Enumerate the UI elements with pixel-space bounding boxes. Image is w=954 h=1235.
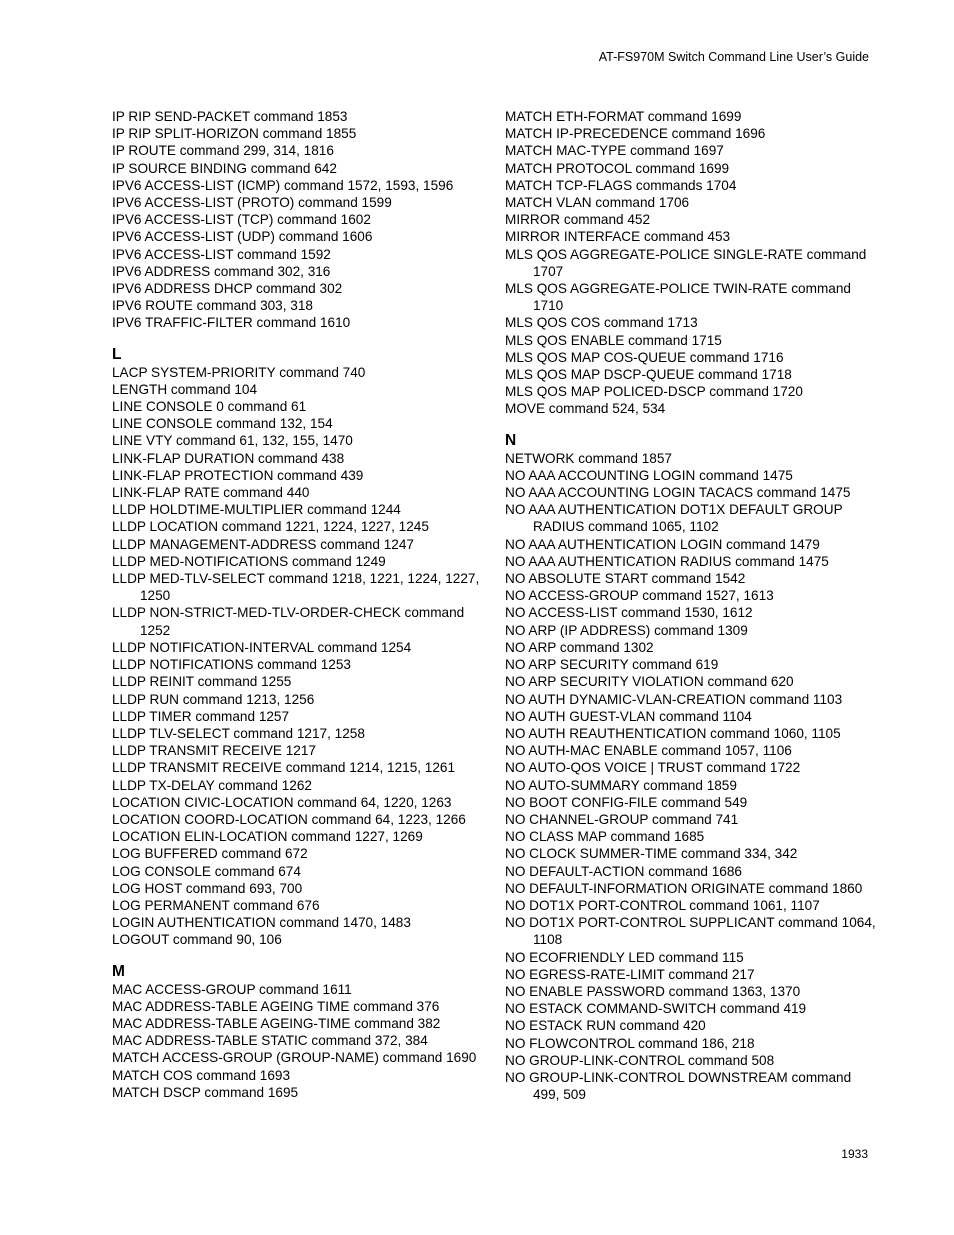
index-entry: LLDP MANAGEMENT-ADDRESS command 1247 <box>112 536 414 552</box>
index-entry: NO AUTH REAUTHENTICATION command 1060, 1105 <box>505 725 841 741</box>
index-entry: NO AUTO-QOS VOICE | TRUST command 1722 <box>505 760 801 776</box>
index-entry: MAC ADDRESS-TABLE AGEING TIME command 376 <box>112 998 440 1014</box>
index-entry: NO DOT1X PORT-CONTROL SUPPLICANT command 1064, 1108 <box>505 915 876 948</box>
index-entry: LLDP NOTIFICATION-INTERVAL command 1254 <box>112 639 412 655</box>
index-entry: LINK-FLAP RATE command 440 <box>112 485 310 501</box>
index-entry: LLDP REINIT command 1255 <box>112 674 292 690</box>
index-entry: LOCATION CIVIC-LOCATION command 64, 1220, 1263 <box>112 794 452 810</box>
index-entry: NO AUTH GUEST-VLAN command 1104 <box>505 708 752 724</box>
index-entry: NO ESTACK RUN command 420 <box>505 1018 706 1034</box>
index-column-left <box>112 108 484 1101</box>
index-entry: LOGOUT command 90, 106 <box>112 932 282 948</box>
index-entry: NO ARP command 1302 <box>505 639 654 655</box>
index-entry: LLDP TX-DELAY command 1262 <box>112 777 312 793</box>
index-entry: NETWORK command 1857 <box>505 450 672 466</box>
index-entry: IP SOURCE BINDING command 642 <box>112 160 337 176</box>
index-entry: LLDP MED-NOTIFICATIONS command 1249 <box>112 553 386 569</box>
page-number: 1933 <box>841 1147 868 1161</box>
index-entry: LOG PERMANENT command 676 <box>112 897 320 913</box>
index-letter-heading: L <box>112 345 122 363</box>
index-entry: LINE CONSOLE command 132, 154 <box>112 416 333 432</box>
index-entry: MLS QOS ENABLE command 1715 <box>505 332 722 348</box>
index-entry: LOCATION ELIN-LOCATION command 1227, 1269 <box>112 829 423 845</box>
index-entry: NO GROUP-LINK-CONTROL command 508 <box>505 1052 775 1068</box>
index-entry: LLDP TIMER command 1257 <box>112 708 290 724</box>
index-entry: NO AAA AUTHENTICATION LOGIN command 1479 <box>505 536 820 552</box>
index-entry: MAC ACCESS-GROUP command 1611 <box>112 981 352 997</box>
index-entry: NO DOT1X PORT-CONTROL command 1061, 1107 <box>505 897 820 913</box>
index-entry: NO EGRESS-RATE-LIMIT command 217 <box>505 966 755 982</box>
index-entry: LLDP NON-STRICT-MED-TLV-ORDER-CHECK command 1252 <box>112 605 465 638</box>
index-entry: LOGIN AUTHENTICATION command 1470, 1483 <box>112 915 411 931</box>
index-entry: MLS QOS MAP COS-QUEUE command 1716 <box>505 349 784 365</box>
index-entry: NO ACCESS-GROUP command 1527, 1613 <box>505 588 774 604</box>
index-entry: LACP SYSTEM-PRIORITY command 740 <box>112 364 366 380</box>
index-entry: NO ABSOLUTE START command 1542 <box>505 571 746 587</box>
index-entry: NO AAA AUTHENTICATION DOT1X DEFAULT GROUP RADIUS command 1065, 1102 <box>505 502 843 535</box>
index-entry: MLS QOS AGGREGATE-POLICE TWIN-RATE command 1710 <box>505 281 851 314</box>
index-entry: IPV6 TRAFFIC-FILTER command 1610 <box>112 315 351 331</box>
index-entry: MATCH PROTOCOL command 1699 <box>505 160 730 176</box>
index-entry: MATCH DSCP command 1695 <box>112 1084 299 1100</box>
index-entry: MATCH IP-PRECEDENCE command 1696 <box>505 126 766 142</box>
index-entry: MLS QOS COS command 1713 <box>505 315 698 331</box>
index-entry: IP RIP SEND-PACKET command 1853 <box>112 109 348 124</box>
index-entry: MLS QOS AGGREGATE-POLICE SINGLE-RATE command 1707 <box>505 246 867 279</box>
index-entry: NO FLOWCONTROL command 186, 218 <box>505 1035 755 1051</box>
running-header: AT-FS970M Switch Command Line User’s Guide <box>598 50 869 64</box>
index-entry: MATCH MAC-TYPE command 1697 <box>505 143 724 159</box>
index-entry: LENGTH command 104 <box>112 381 258 397</box>
index-entry: IP ROUTE command 299, 314, 1816 <box>112 143 334 159</box>
index-entry: IP RIP SPLIT-HORIZON command 1855 <box>112 126 357 142</box>
index-entry: MATCH ACCESS-GROUP (GROUP-NAME) command 1690 <box>112 1050 477 1066</box>
index-entry: LOG HOST command 693, 700 <box>112 880 303 896</box>
index-entry: NO AUTH-MAC ENABLE command 1057, 1106 <box>505 743 792 759</box>
index-entry: LOCATION COORD-LOCATION command 64, 1223, 1266 <box>112 811 466 827</box>
index-entry: LLDP TRANSMIT RECEIVE 1217 <box>112 743 316 759</box>
index-entry: NO ARP SECURITY VIOLATION command 620 <box>505 674 794 690</box>
index-entry: NO AAA AUTHENTICATION RADIUS command 1475 <box>505 553 829 569</box>
index-entry: MLS QOS MAP DSCP-QUEUE command 1718 <box>505 367 792 383</box>
index-entry: NO DEFAULT-INFORMATION ORIGINATE command 1860 <box>505 880 863 896</box>
index-entry: NO AAA ACCOUNTING LOGIN command 1475 <box>505 467 793 483</box>
index-entry: IPV6 ACCESS-LIST (ICMP) command 1572, 1593, 1596 <box>112 177 454 193</box>
index-entry: NO CHANNEL-GROUP command 741 <box>505 811 739 827</box>
index-entry: NO CLASS MAP command 1685 <box>505 829 705 845</box>
index-entry: MAC ADDRESS-TABLE AGEING-TIME command 382 <box>112 1015 441 1031</box>
index-entry: LINK-FLAP PROTECTION command 439 <box>112 467 364 483</box>
index-entry: NO ENABLE PASSWORD command 1363, 1370 <box>505 983 801 999</box>
index-entry: LINE VTY command 61, 132, 155, 1470 <box>112 433 353 449</box>
index-entry: MOVE command 524, 534 <box>505 401 666 417</box>
index-entry: LINE CONSOLE 0 command 61 <box>112 399 307 415</box>
index-entry: NO GROUP-LINK-CONTROL DOWNSTREAM command 499, 509 <box>505 1069 852 1103</box>
index-entry: NO AUTO-SUMMARY command 1859 <box>505 777 737 793</box>
index-entry: MAC ADDRESS-TABLE STATIC command 372, 384 <box>112 1033 428 1049</box>
index-entry: LLDP HOLDTIME-MULTIPLIER command 1244 <box>112 502 401 518</box>
index-entry: NO AUTH DYNAMIC-VLAN-CREATION command 1103 <box>505 691 843 707</box>
index-entry: NO BOOT CONFIG-FILE command 549 <box>505 794 748 810</box>
index-entry: IPV6 ACCESS-LIST command 1592 <box>112 246 331 262</box>
index-entry: MATCH COS command 1693 <box>112 1067 291 1083</box>
index-column-right <box>505 108 877 1103</box>
index-entry: NO AAA ACCOUNTING LOGIN TACACS command 1475 <box>505 485 851 501</box>
index-entry: NO ARP (IP ADDRESS) command 1309 <box>505 622 748 638</box>
index-entry: IPV6 ACCESS-LIST (TCP) command 1602 <box>112 212 371 228</box>
index-entry: LOG CONSOLE command 674 <box>112 863 301 879</box>
index-entry: NO DEFAULT-ACTION command 1686 <box>505 863 742 879</box>
index-entry: IPV6 ACCESS-LIST (PROTO) command 1599 <box>112 195 392 211</box>
index-entry: LLDP TLV-SELECT command 1217, 1258 <box>112 725 365 741</box>
index-entry: IPV6 ADDRESS DHCP command 302 <box>112 281 343 297</box>
index-entry: LINK-FLAP DURATION command 438 <box>112 450 345 466</box>
index-entry: IPV6 ACCESS-LIST (UDP) command 1606 <box>112 229 373 245</box>
index-entry: MATCH VLAN command 1706 <box>505 195 690 211</box>
index-entry: NO ECOFRIENDLY LED command 115 <box>505 949 744 965</box>
index-entry: NO CLOCK SUMMER-TIME command 334, 342 <box>505 846 798 862</box>
index-entry: LLDP TRANSMIT RECEIVE command 1214, 1215, 1261 <box>112 760 456 776</box>
index-entry: MLS QOS MAP POLICED-DSCP command 1720 <box>505 384 803 400</box>
index-entry: LLDP MED-TLV-SELECT command 1218, 1221, 1224, 1227, 1250 <box>112 571 480 604</box>
index-entry: LOG BUFFERED command 672 <box>112 846 308 862</box>
index-entry: NO ESTACK COMMAND-SWITCH command 419 <box>505 1001 807 1017</box>
index-entry: IPV6 ROUTE command 303, 318 <box>112 298 313 314</box>
index-entry: MATCH ETH-FORMAT command 1699 <box>505 109 742 124</box>
index-entry: MIRROR command 452 <box>505 212 651 228</box>
index-entry: IPV6 ADDRESS command 302, 316 <box>112 263 331 279</box>
index-entry: LLDP RUN command 1213, 1256 <box>112 691 315 707</box>
index-entry: MATCH TCP-FLAGS commands 1704 <box>505 177 737 193</box>
index-entry: LLDP NOTIFICATIONS command 1253 <box>112 657 351 673</box>
index-entry: MIRROR INTERFACE command 453 <box>505 229 731 245</box>
index-letter-heading: M <box>112 962 125 980</box>
index-entry: NO ARP SECURITY command 619 <box>505 657 719 673</box>
index-entry: NO ACCESS-LIST command 1530, 1612 <box>505 605 753 621</box>
index-entry: LLDP LOCATION command 1221, 1224, 1227, 1245 <box>112 519 429 535</box>
index-letter-heading: N <box>505 431 517 449</box>
